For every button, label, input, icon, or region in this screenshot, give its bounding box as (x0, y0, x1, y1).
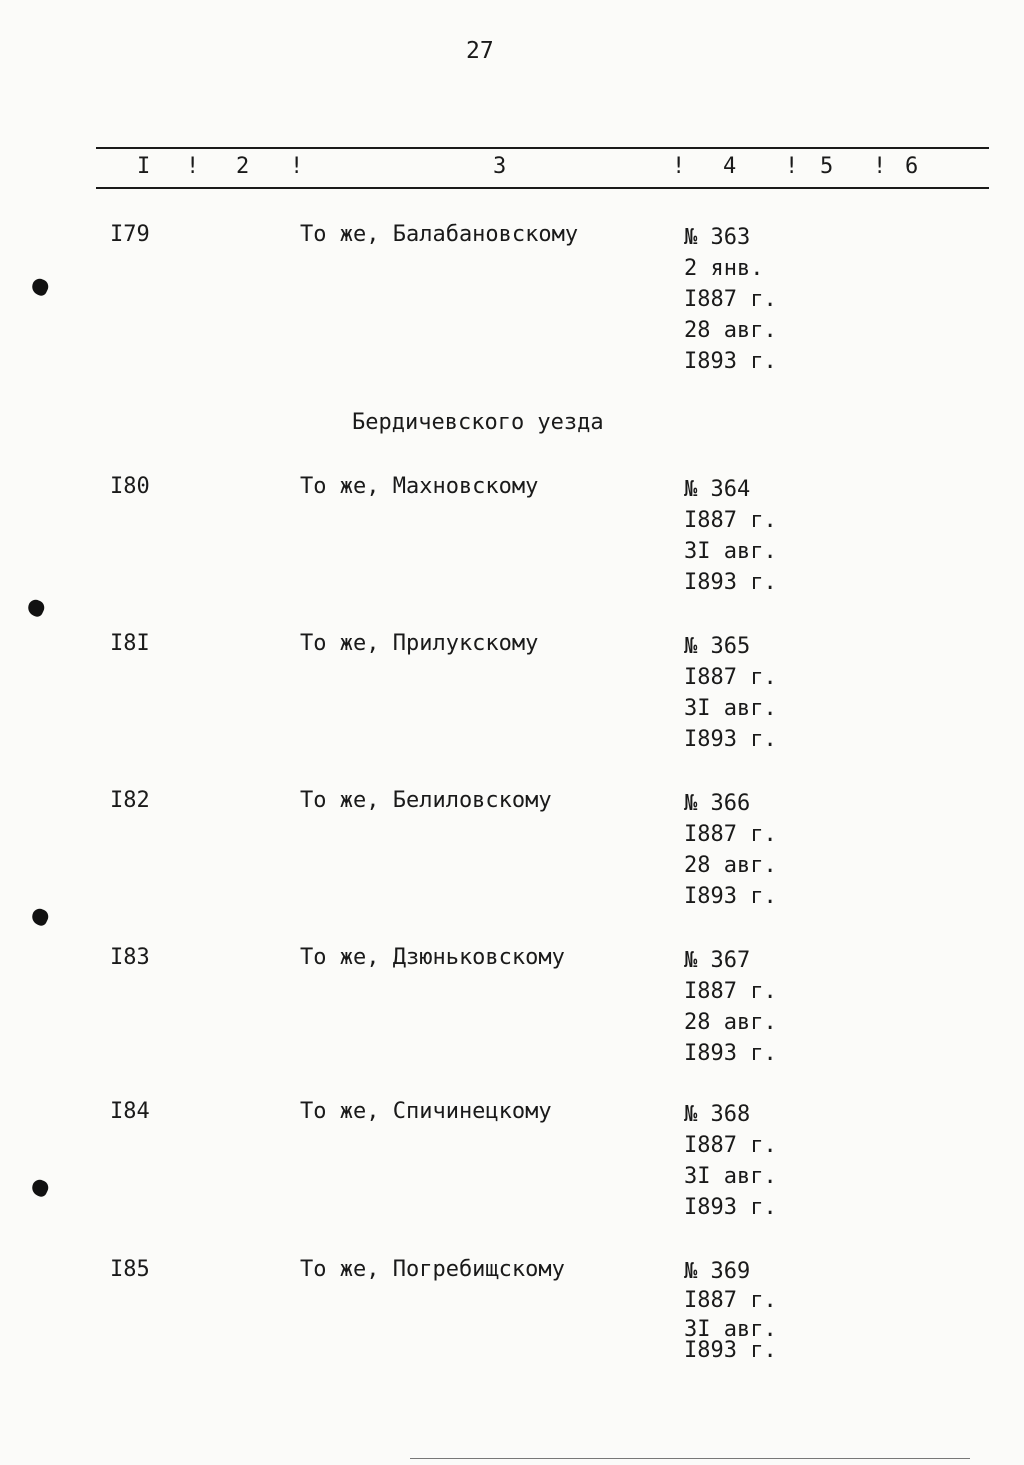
entry-dates (684, 474, 777, 598)
entry-date-line: I893 г. (684, 570, 777, 595)
entry-date-line: I887 г. (684, 665, 777, 690)
entry-number: I85 (110, 1257, 150, 1282)
entry-date-line: № 363 (684, 225, 751, 250)
entry-dates (684, 788, 777, 912)
header-separator: ! (785, 154, 799, 179)
entry-date-line: I893 г. (684, 727, 777, 752)
entry-description: То же, Погребищскому (300, 1257, 565, 1282)
entry-date-line: I887 г. (684, 1133, 777, 1158)
hole-punch-mark (29, 1177, 50, 1198)
entry-date-line: 28 авг. (684, 318, 777, 343)
entry-date-line: I887 г. (684, 508, 777, 533)
entry-date-line: 28 авг. (684, 853, 777, 878)
entry-dates (684, 631, 777, 755)
entry-description: То же, Прилукскому (300, 631, 539, 656)
entry-date-line: I887 г. (684, 822, 777, 847)
entry-date-line: 3I авг. (684, 1164, 777, 1189)
entry-number: I79 (110, 222, 150, 247)
entry-date-line: № 366 (684, 791, 751, 816)
entry-date-line: I893 г. (684, 1041, 777, 1066)
entry-description: То же, Белиловскому (300, 788, 552, 813)
entry-date-line: 3I авг. (684, 1317, 777, 1342)
table-top-rule (96, 147, 989, 149)
entry-dates (684, 1099, 777, 1223)
hole-punch-mark (29, 906, 50, 927)
entry-description: То же, Балабановскому (300, 222, 579, 247)
header-col-2: 2 (236, 154, 250, 179)
header-separator: ! (672, 154, 686, 179)
entry-description: То же, Махновскому (300, 474, 539, 499)
entry-date-line: 2 янв. (684, 256, 764, 281)
entry-date-line: № 365 (684, 634, 751, 659)
entry-dates (684, 1257, 777, 1365)
entry-number: I8I (110, 631, 150, 656)
entry-date-line: 28 авг. (684, 1010, 777, 1035)
entry-date-line: I887 г. (684, 287, 777, 312)
entry-description: То же, Спичинецкому (300, 1099, 552, 1124)
entry-dates (684, 945, 777, 1069)
entry-number: I82 (110, 788, 150, 813)
hole-punch-mark (29, 276, 50, 297)
table-header (0, 154, 1024, 182)
entry-date-line: № 364 (684, 477, 751, 502)
page-edge-line (410, 1458, 970, 1459)
entry-number: I83 (110, 945, 150, 970)
entry-date-line: № 369 (684, 1259, 751, 1284)
entry-date-line: I887 г. (684, 979, 777, 1004)
entry-date-line: I893 г. (684, 884, 777, 909)
entry-date-line: I893 г. (684, 1195, 777, 1220)
header-separator: ! (873, 154, 887, 179)
entry-date-line: 3I авг. (684, 696, 777, 721)
header-separator: ! (186, 154, 200, 179)
entry-description: То же, Дзюньковскому (300, 945, 565, 970)
entry-date-line: I893 г. (684, 349, 777, 374)
header-col-5: 5 (820, 154, 834, 179)
table-header-rule (96, 187, 989, 189)
entry-dates (684, 222, 777, 377)
entry-number: I84 (110, 1099, 150, 1124)
entry-date-line: 3I авг. (684, 539, 777, 564)
header-col-3: 3 (493, 154, 507, 179)
entry-date-line: № 368 (684, 1102, 751, 1127)
page-number: 27 (466, 38, 494, 64)
header-col-4: 4 (723, 154, 737, 179)
header-col-6: 6 (905, 154, 919, 179)
hole-punch-mark (25, 597, 46, 618)
entry-number: I80 (110, 474, 150, 499)
section-title: Бердичевского уезда (352, 410, 604, 435)
header-col-1: I (137, 154, 151, 179)
entry-date-line: № 367 (684, 948, 751, 973)
entry-date-line: I893 г. (684, 1338, 777, 1363)
entry-date-line: I887 г. (684, 1288, 777, 1313)
header-separator: ! (290, 154, 304, 179)
